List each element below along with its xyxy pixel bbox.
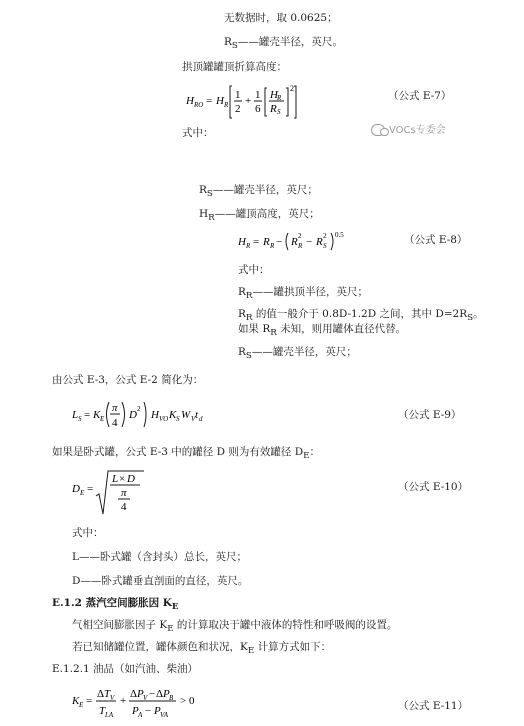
svg-text:Δ: Δ xyxy=(97,688,105,700)
svg-text:H: H xyxy=(186,95,194,107)
svg-text:S: S xyxy=(323,242,327,250)
svg-text:LA: LA xyxy=(105,711,114,719)
svg-text:W: W xyxy=(181,409,191,421)
svg-text:Δ: Δ xyxy=(130,688,138,700)
svg-text:P: P xyxy=(163,688,170,700)
text-line: 气相空间膨胀因子 $K_E$ 的计算取决于罐中液体的特性和呼吸阀的设置。 xyxy=(72,619,398,635)
svg-text:−: − xyxy=(145,705,152,717)
svg-text:E: E xyxy=(80,489,85,497)
svg-text:T: T xyxy=(104,688,111,700)
svg-text:A: A xyxy=(138,711,143,719)
equation-e7 xyxy=(186,78,316,126)
equation-e10 xyxy=(72,468,152,522)
equation-label: （公式 E-9） xyxy=(398,409,462,421)
svg-text:B: B xyxy=(169,694,174,702)
equation-label: （公式 E-7） xyxy=(388,90,452,102)
svg-text:R: R xyxy=(270,242,275,250)
svg-text:H: H xyxy=(216,95,224,107)
section-heading: E.1.2 蒸汽空间膨胀因 $K_E$ xyxy=(52,597,179,613)
svg-text:>: > xyxy=(180,695,187,707)
svg-text:2: 2 xyxy=(137,405,141,413)
subsection-heading: E.1.2.1 油品（如汽油、柴油） xyxy=(52,663,199,675)
svg-text:R: R xyxy=(263,236,270,248)
svg-text:K: K xyxy=(93,409,101,421)
svg-text:L: L xyxy=(112,473,119,485)
svg-text:H: H xyxy=(270,89,278,101)
svg-text:1: 1 xyxy=(255,89,261,101)
text-line: 由公式 E-3，公式 E-2 简化为： xyxy=(52,374,204,386)
svg-text:R: R xyxy=(316,236,323,248)
svg-text:4: 4 xyxy=(121,501,127,513)
text-line: $R_R——$罐拱顶半径，英尺； xyxy=(238,286,368,302)
text-line: D——卧式罐垂直剖面的直径，英尺。 xyxy=(72,575,249,587)
svg-text:2: 2 xyxy=(323,232,327,240)
svg-text:0.5: 0.5 xyxy=(335,231,344,239)
text-line: $R_S——$罐壳半径，英尺； xyxy=(199,184,318,200)
equation-label: （公式 E-10） xyxy=(398,481,469,493)
svg-text:−: − xyxy=(149,688,156,700)
svg-text:+: + xyxy=(245,95,252,107)
svg-text:1: 1 xyxy=(235,89,241,101)
text-line: 式中： xyxy=(72,527,104,539)
svg-text:D: D xyxy=(72,483,80,495)
text-line: $R_S——$罐壳半径，英尺。 xyxy=(224,36,343,52)
svg-text:P: P xyxy=(132,705,139,717)
equation-e11 xyxy=(72,684,202,724)
svg-text:4: 4 xyxy=(112,417,118,429)
svg-text:P: P xyxy=(137,688,144,700)
svg-text:S: S xyxy=(277,108,281,116)
wechat-icon xyxy=(371,124,385,136)
svg-text:K: K xyxy=(72,695,80,707)
text-line: $H_R——$罐顶高度，英尺； xyxy=(199,208,320,224)
svg-text:R: R xyxy=(298,242,303,250)
svg-text:K: K xyxy=(169,409,177,421)
text-line: $R_S——$罐壳半径，英尺； xyxy=(238,346,357,362)
svg-text:=: = xyxy=(206,95,213,107)
svg-text:S: S xyxy=(176,415,180,423)
equation-label: （公式 E-11） xyxy=(398,700,469,712)
svg-text:2: 2 xyxy=(290,84,294,93)
svg-text:V: V xyxy=(110,694,115,702)
svg-text:=: = xyxy=(87,483,94,495)
svg-text:=: = xyxy=(253,236,260,248)
svg-text:2: 2 xyxy=(235,103,241,115)
svg-text:R: R xyxy=(224,101,229,109)
svg-text:−: − xyxy=(276,236,283,248)
svg-text:R: R xyxy=(246,242,251,250)
svg-text:R: R xyxy=(277,94,282,102)
svg-text:π: π xyxy=(112,402,118,414)
svg-text:=: = xyxy=(84,409,91,421)
svg-text:S: S xyxy=(78,415,82,423)
watermark: VOCs专委会 xyxy=(371,124,446,137)
equation-label: （公式 E-8） xyxy=(404,234,468,246)
svg-text:E: E xyxy=(79,701,84,709)
svg-text:V: V xyxy=(143,694,148,702)
svg-text:D: D xyxy=(129,409,137,421)
svg-text:−: − xyxy=(306,236,313,248)
svg-text:T: T xyxy=(99,705,106,717)
equation-e9 xyxy=(72,397,212,435)
text-line: 式中： xyxy=(238,264,270,276)
svg-text:R: R xyxy=(291,236,298,248)
svg-text:t: t xyxy=(195,409,199,421)
svg-text:d: d xyxy=(199,415,203,423)
svg-text:+: + xyxy=(120,695,127,707)
text-line: $R_R$ 的值一般介于 0.8D-1.2D 之间，其中 $D=2R_S$。 xyxy=(238,308,484,324)
svg-text:0: 0 xyxy=(189,695,195,707)
svg-text:Δ: Δ xyxy=(156,688,164,700)
text-line: 拱顶罐罐顶折算高度： xyxy=(182,61,287,73)
svg-text:VO: VO xyxy=(159,415,169,423)
svg-text:V: V xyxy=(191,415,196,423)
svg-text:R: R xyxy=(270,103,277,115)
svg-text:L: L xyxy=(72,409,79,421)
svg-text:P: P xyxy=(154,705,161,717)
text-line: 无数据时，取 0.0625； xyxy=(224,12,338,24)
svg-text:×: × xyxy=(119,473,126,485)
equation-e8 xyxy=(238,228,368,258)
text-line: L——卧式罐（含封头）总长，英尺； xyxy=(72,551,247,563)
svg-text:D: D xyxy=(127,473,135,485)
svg-text:RO: RO xyxy=(194,101,204,109)
text-line: 如果 $R_R$ 未知，则用罐体直径代替。 xyxy=(238,323,407,339)
text-line: 若已知储罐位置，罐体颜色和状况，$K_E$ 计算方式如下： xyxy=(72,641,332,657)
text-line: 如果是卧式罐，公式 E-3 中的罐径 D 则为有效罐径 $D_E$： xyxy=(52,446,321,462)
svg-text:H: H xyxy=(151,409,159,421)
text-line: 式中： xyxy=(182,127,214,139)
svg-text:=: = xyxy=(86,695,93,707)
svg-text:E: E xyxy=(100,415,105,423)
svg-text:H: H xyxy=(238,236,246,248)
svg-text:VA: VA xyxy=(160,711,169,719)
svg-text:π: π xyxy=(121,487,127,499)
svg-text:6: 6 xyxy=(255,103,261,115)
svg-text:2: 2 xyxy=(298,232,302,240)
